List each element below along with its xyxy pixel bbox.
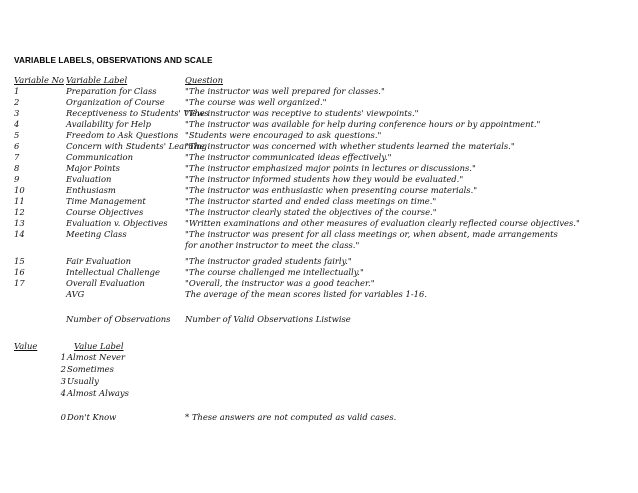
variable-label: Overall Evaluation [66,278,145,288]
variable-label: Evaluation [66,174,112,184]
variable-label: Course Objectives [66,207,144,217]
variable-question: "Overall, the instructor was a good teacher." [185,278,375,288]
scale-label: Sometimes [67,364,114,374]
dont-know-label: Don't Know [67,412,117,422]
observations-label: Number of Observations [66,314,171,324]
variable-question: "The instructor was well prepared for classes." [185,86,385,96]
variable-label: Fair Evaluation [66,256,131,266]
variable-number: 11 [14,196,25,206]
variable-question-continued: for another instructor to meet the class." [185,240,360,250]
variable-number: 15 [14,256,25,266]
scale-value: 2 [60,364,66,374]
variable-question: "The instructor was concerned with whether students learned the materials." [185,141,515,151]
variable-number: 7 [14,152,20,162]
variable-question: "The instructor emphasized major points in lectures or discussions." [185,163,476,173]
observations-description: Number of Valid Observations Listwise [185,314,351,324]
variable-label: Availability for Help [66,119,152,129]
variable-question: "Written examinations and other measures of evaluation clearly reflected course objectives." [185,218,580,228]
scale-label: Almost Never [67,352,126,362]
scale-value: 4 [60,388,66,398]
col-header-value: Value [14,341,38,351]
variable-number: 14 [14,229,25,239]
variable-label: Freedom to Ask Questions [66,130,179,140]
variable-question: "The course was well organized." [185,97,327,107]
variable-number: 5 [14,130,20,140]
col-header-variable-label: Variable Label [66,75,128,85]
scale-label: Almost Always [67,388,129,398]
variable-label: Communication [66,152,133,162]
variable-number: 4 [14,119,20,129]
document-heading: VARIABLE LABELS, OBSERVATIONS AND SCALE [14,56,213,65]
variable-number: 1 [14,86,20,96]
col-header-variable-no: Variable No [14,75,64,85]
scale-value: 1 [60,352,66,362]
col-header-question: Question [185,75,223,85]
variable-question: "The instructor was receptive to students' viewpoints." [185,108,419,118]
variable-question: "The instructor clearly stated the objectives of the course." [185,207,437,217]
variable-number: 9 [14,174,20,184]
variable-question: "The instructor started and ended class meetings on time." [185,196,437,206]
dont-know-value: 0 [60,412,66,422]
variable-number: 3 [14,108,20,118]
variable-number: 16 [14,267,25,277]
variable-label: Concern with Students' Learning [66,141,207,151]
variable-question: "The instructor communicated ideas effectively." [185,152,392,162]
variable-number: 17 [14,278,25,288]
scale-value: 3 [60,376,66,386]
variable-number: 13 [14,218,25,228]
variable-number: 2 [14,97,20,107]
dont-know-note: * These answers are not computed as valid cases. [185,412,397,422]
variable-label: Meeting Class [66,229,127,239]
variable-label: Intellectual Challenge [66,267,160,277]
variable-question: "The instructor was available for help during conference hours or by appointment." [185,119,541,129]
variable-label: Major Points [66,163,120,173]
variable-question: The average of the mean scores listed for variables 1-16. [185,289,427,299]
variable-question: "The instructor was enthusiastic when presenting course materials." [185,185,478,195]
variable-label: AVG [66,289,85,299]
variable-number: 10 [14,185,25,195]
variable-label: Time Management [66,196,146,206]
variable-number: 6 [14,141,20,151]
variable-question: "Students were encouraged to ask questions." [185,130,382,140]
variable-question: "The course challenged me intellectually." [185,267,364,277]
variable-label: Organization of Course [66,97,165,107]
variable-label: Receptiveness to Students' Views [66,108,209,118]
variable-question: "The instructor informed students how they would be evaluated." [185,174,464,184]
variable-label: Evaluation v. Objectives [66,218,168,228]
scale-label: Usually [67,376,99,386]
variable-label: Enthusiasm [66,185,116,195]
variable-number: 8 [14,163,20,173]
variable-label: Preparation for Class [66,86,157,96]
variable-question: "The instructor was present for all class meetings or, when absent, made arrangements [185,229,558,239]
variable-question: "The instructor graded students fairly." [185,256,352,266]
variable-number: 12 [14,207,25,217]
col-header-value-label: Value Label [74,341,124,351]
